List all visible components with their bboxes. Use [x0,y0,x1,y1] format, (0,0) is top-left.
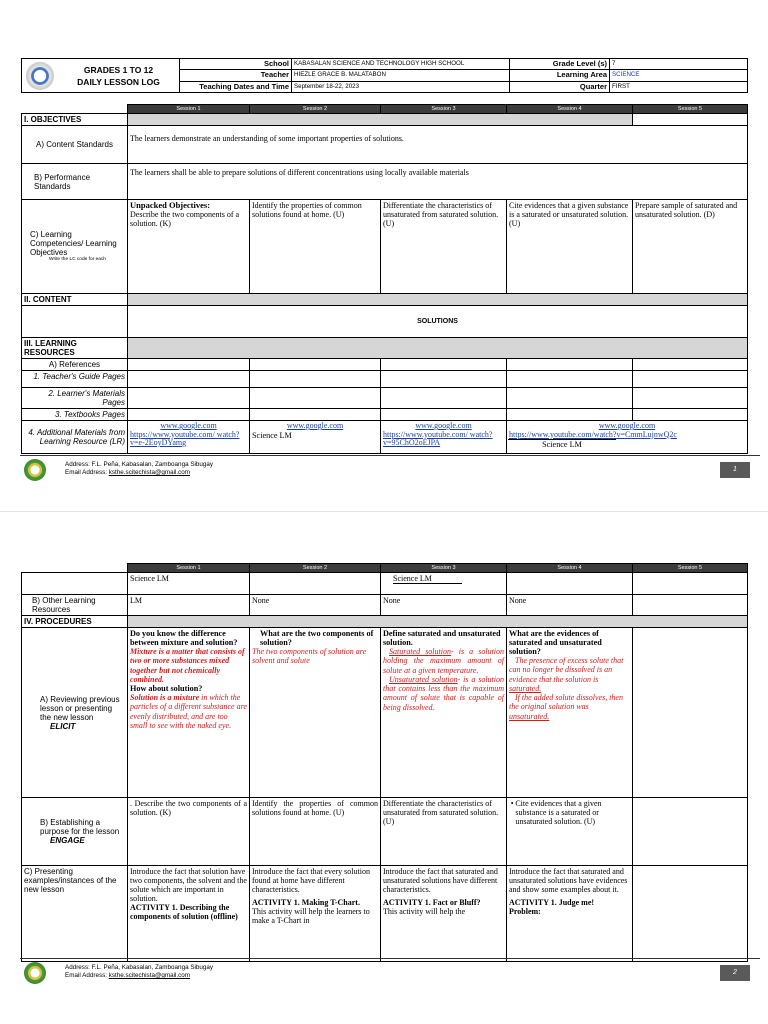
header-title-line2: DAILY LESSON LOG [77,76,160,87]
session-3-header: Session 3 [381,105,507,114]
session-1-header: Session 1 [128,105,250,114]
reviewing-label: A) Reviewing previous lesson or presenting the new lesson [40,694,120,722]
area-value: SCIENCE [610,70,748,81]
other-s3: None [381,595,507,616]
establishing-label: B) Establishing a purpose for the lesson [40,818,120,836]
presenting-session-4 [507,866,633,962]
presenting-s1-text: Introduce the fact that solution have two components, the solvent and the solute which are important in solution. [130,867,247,903]
top-s3-text: Science LM [393,574,462,584]
content-value: SOLUTIONS [128,306,748,338]
reviewing-s1-q1: Do you know the difference between mixture and solution? [130,629,238,647]
reviewing-s3-q: Define saturated and unsaturated solution. [383,629,501,647]
teachers-guide-label: 1. Teacher's Guide Pages [22,371,128,388]
deped-seal-icon [26,62,54,90]
google-link[interactable]: www.google.com [415,421,472,430]
footer-email-label: Email Address: [65,972,107,979]
presenting-session-3 [381,866,507,962]
area-label: Learning Area [510,70,610,81]
establishing-s1: . Describe the two components of a solution. (K) [128,798,250,866]
content-label: II. CONTENT [22,294,128,306]
establishing-s4: Cite evidences that a given substance is a saturated or unsaturated solution. (U) [515,799,602,826]
google-link[interactable]: www.google.com [160,421,217,430]
competency-session-1 [128,200,250,294]
footer-address: Address: F.L. Peña, Kabasalan, Zamboanga Sibugay [65,461,214,468]
establishing-s4-cell [507,798,633,866]
establishing-label-cell [22,798,128,866]
reviewing-s3-a1-term: Saturated solution [389,647,451,656]
footer-contact [65,964,213,980]
reviewing-s1-a2-bold: Solution is a mixture [130,693,200,703]
presenting-session-1 [128,866,250,962]
textbooks-label: 3. Textbooks Pages [22,409,128,421]
session-2-header: Session 2 [250,105,381,114]
presenting-s3-activity: ACTIVITY 1. Fact or Bluff? [383,898,481,907]
establishing-s2: Identify the properties of common solutions found at home. (U) [250,798,381,866]
youtube-link[interactable]: https://www.youtube.com/ watch?v=e-2EoyDYamg [130,429,240,447]
google-link[interactable]: www.google.com [286,421,344,430]
competencies-label: C) Learning Competencies/ Learning Objectives [30,230,117,257]
reviewing-s3-a2-term: Unsaturated solution [389,674,458,684]
performance-standards-text: The learners shall be able to prepare solutions of different concentrations using locally available materials [128,164,748,200]
content-standards-label: A) Content Standards [22,126,128,164]
additional-session-1 [128,421,250,454]
dates-value: September 18-22, 2023 [292,81,510,92]
additional-session-4 [507,421,748,454]
lesson-table-page1 [21,104,748,454]
competency-session-3: Differentiate the characteristics of unsaturated from saturated solution. (U) [381,200,507,294]
presenting-s4-activity: ACTIVITY 1. Judge me! [509,898,595,907]
additional-session-3 [381,421,507,454]
grade-label: Grade Level (s) [510,59,610,70]
reviewing-session-3 [381,628,507,798]
reviewing-session-4 [507,628,633,798]
presenting-label: C) Presenting examples/instances of the new lesson [22,866,128,962]
presenting-s2-more: This activity will help the learners to make a T-Chart in [252,907,370,925]
session-4-header: Session 4 [507,105,633,114]
header-title-cell [22,59,180,93]
session-1-header: Session 1 [128,564,250,573]
reviewing-label-cell [22,628,128,798]
references-label: A) References [22,359,128,371]
performance-standards-label: B) Performance Standards [22,164,128,200]
presenting-s1-activity: ACTIVITY 1. Describing the components of solution (offline) [130,903,238,921]
additional-materials-label: 4. Additional Materials from Learning Resource (LR) [22,421,128,454]
presenting-s4-text: Introduce the fact that saturated and unsaturated solutions have evidences and show some examples about it. [509,867,628,894]
additional-session-2 [250,421,381,454]
competencies-label-cell [22,200,128,294]
presenting-s3-more: This activity will help the [383,907,466,916]
footer-address: Address: F.L. Peña, Kabasalan, Zamboanga Sibugay [65,964,214,971]
reviewing-s2-a: The two components of solution are solvent and solute [252,647,367,666]
reviewing-s1-a1: Mixture is a matter that consists of two or more substances mixed together but not chemically combined. [130,647,245,684]
other-s1: LM [128,595,250,616]
quarter-label: Quarter [510,81,610,92]
top-s1: Science LM [128,573,250,595]
session-5-header: Session 5 [633,105,748,114]
presenting-s2-text: Introduce the fact that every solution found at home have different characteristics. [252,867,370,894]
other-s4: None [507,595,633,616]
teacher-value: HIEZLE GRACE B. MALATABON [292,70,510,81]
science-lm-text: Science LM [508,439,616,449]
footer-page1 [20,455,750,485]
reviewing-s3-a2: - is a solution that contains less than the maximum amount of solute that is capable of being dissolved. [383,674,504,712]
establishing-s3: Differentiate the characteristics of unsaturated from saturated solution. (U) [381,798,507,866]
resources-label: III. LEARNING RESOURCES [22,338,128,359]
reviewing-session-1 [128,628,250,798]
school-logo-icon [24,962,46,984]
session-3-header: Session 3 [381,564,507,573]
lesson-table-page2 [21,563,748,962]
learners-materials-label: 2. Learner's Materials Pages [22,388,128,409]
reviewing-session-2 [250,628,381,798]
bullet-icon: • [510,799,514,808]
school-label: School [180,59,292,70]
reviewing-s4-a2-term: unsaturated. [509,711,550,721]
footer-email-label: Email Address: [65,469,107,476]
dates-label: Teaching Dates and Time [180,81,292,92]
unpacked-objectives-heading: Unpacked Objectives: [130,200,211,210]
session-2-header: Session 2 [250,564,381,573]
competency-s1-body: Describe the two components of a solution. (K) [130,210,240,228]
procedures-label: IV. PROCEDURES [22,616,128,628]
reviewing-s1-a2: in which the particles of a different substance are evenly distributed, and are too small to see with the naked eye. [130,693,247,731]
other-resources-label: B) Other Learning Resources [22,595,128,616]
teacher-label: Teacher [180,70,292,81]
page-number-2: 2 [720,965,750,981]
youtube-link[interactable]: https://www.youtube.com/watch?v=CmmLujnwQ2c [509,429,677,439]
session-4-header: Session 4 [507,564,633,573]
reviewing-s4-q: What are the evidences of saturated and unsaturated solution? [509,629,602,656]
quarter-value: FIRST [610,81,748,92]
header-table [21,58,748,93]
reviewing-phase: ELICIT [50,721,76,731]
session-5-header: Session 5 [633,564,748,573]
establishing-phase: ENGAGE [50,836,85,845]
reviewing-s3-a1: - is a solution holding the maximum amount of solute at a given temperature. [383,647,505,675]
top-s3 [381,573,507,595]
school-logo-icon [24,459,46,481]
page-number-1: 1 [720,462,750,478]
science-lm-text: Science LM [252,430,292,440]
presenting-session-2 [250,866,381,962]
reviewing-s4-a1: The presence of excess solute that can no longer be dissolved is an evidence that the solution is [509,656,624,684]
competencies-note: Write the LC code for each [49,257,106,262]
reviewing-s4-a1-term: saturated. [509,683,542,693]
competency-session-2: Identify the properties of common solutions found at home. (U) [250,200,381,294]
other-s2: None [250,595,381,616]
reviewing-s2-q: What are the two components of solution? [260,629,374,647]
footer-email[interactable]: ksthe.scitechista@gmail.com [108,469,191,476]
competency-session-4: Cite evidences that a given substance is a saturated or unsaturated solution. (U) [507,200,633,294]
footer-page2 [20,958,750,988]
presenting-s2-activity: ACTIVITY 1. Making T-Chart. [252,898,360,907]
header-title-line1: GRADES 1 TO 12 [83,64,154,75]
grade-value: 7 [610,59,748,70]
google-link[interactable]: www.google.com [598,421,656,430]
reviewing-s1-q2: How about solution? [130,684,203,694]
objectives-label: I. OBJECTIVES [22,114,128,126]
school-value: KABASALAN SCIENCE AND TECHNOLOGY HIGH SCHOOL [292,59,510,70]
youtube-link[interactable]: https://www.youtube.com/ watch?v=95ChO2oEJPA [383,429,493,447]
footer-contact [65,461,213,477]
reviewing-s4-a2: If the added solute dissolves, then the original solution was [509,693,623,712]
presenting-s3-text: Introduce the fact that saturated and unsaturated solutions have different characteristics. [383,867,498,894]
content-standards-text: The learners demonstrate an understanding of some important properties of solutions. [128,126,748,164]
competency-session-5: Prepare sample of saturated and unsaturated solution. (D) [633,200,748,294]
page-2 [0,512,768,1024]
footer-email[interactable]: ksthe.scitechista@gmail.com [108,972,191,979]
presenting-s4-problem: Problem: [509,907,541,916]
